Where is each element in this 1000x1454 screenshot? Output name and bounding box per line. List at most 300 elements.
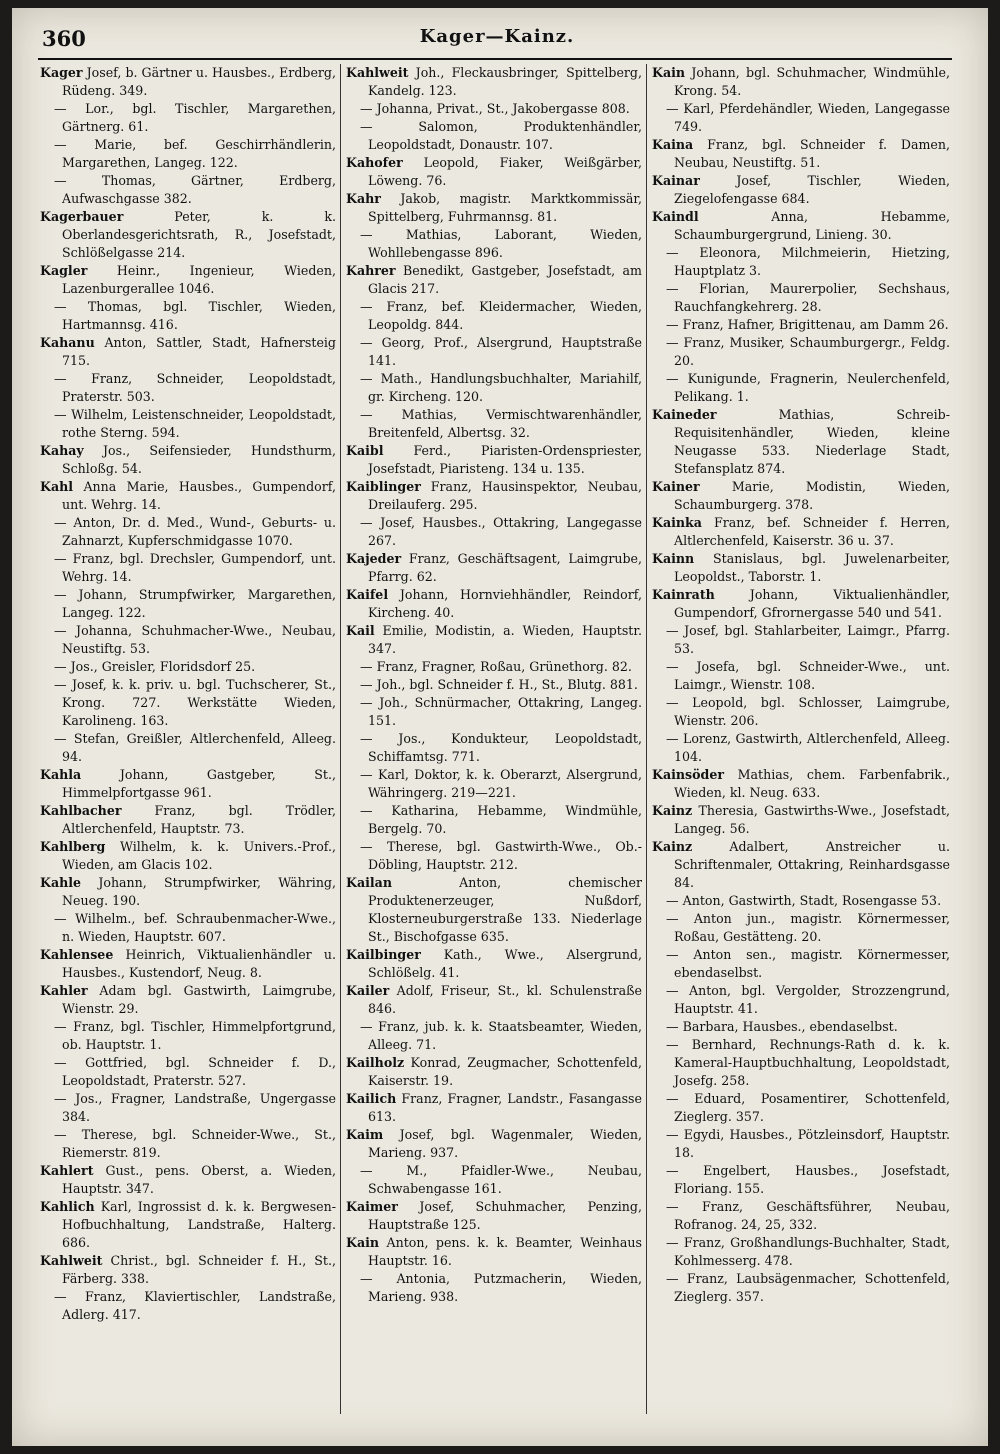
entry-details: Wilhelm, Leistenschneider, Leopoldstadt, rothe Sterng. 594.: [62, 407, 336, 440]
entry-details: Josef, bgl. Wagenmaler, Wieden, Marieng. 937.: [368, 1127, 642, 1160]
ditto-dash: —: [54, 173, 67, 188]
entry-surname: Kailer: [346, 983, 390, 998]
entry-details: Johann, bgl. Schuhmacher, Windmühle, Krong. 54.: [674, 65, 950, 98]
directory-entry: [346, 874, 642, 946]
entry-details: Franz, Fragner, Roßau, Grünethorg. 82.: [376, 659, 632, 674]
entry-details: Barbara, Hausbes., ebendaselbst.: [682, 1019, 898, 1034]
entry-surname: Kainn: [652, 551, 695, 566]
directory-entry: [346, 298, 642, 334]
directory-entry: [346, 514, 642, 550]
directory-entry: [40, 676, 336, 730]
entry-surname: Kagler: [40, 263, 88, 278]
entry-surname: Kaifel: [346, 587, 389, 602]
ditto-dash: —: [666, 335, 679, 350]
entry-details: Jos., Seifensieder, Hundsthurm, Schloßg. 54.: [62, 443, 336, 476]
directory-entry: [346, 1018, 642, 1054]
entry-details: Franz, Fragner, Landstr., Fasangasse 613.: [368, 1091, 642, 1124]
entry-surname: Kahlweit: [346, 65, 409, 80]
directory-entry: [346, 1270, 642, 1306]
entry-surname: Kahanu: [40, 335, 95, 350]
directory-entry: [652, 406, 950, 478]
directory-entry: [346, 118, 642, 154]
entry-details: Therese, bgl. Gastwirth-Wwe., Ob.-Döbling, Hauptstr. 212.: [368, 839, 642, 872]
directory-entry: [652, 694, 950, 730]
entry-surname: Kahlich: [40, 1199, 95, 1214]
directory-entry: [652, 280, 950, 316]
ditto-dash: —: [666, 731, 679, 746]
directory-entry: [346, 1162, 642, 1198]
directory-entry: [346, 766, 642, 802]
ditto-dash: —: [360, 803, 373, 818]
entry-details: Franz, Hafner, Brigittenau, am Damm 26.: [682, 317, 949, 332]
ditto-dash: —: [54, 1289, 67, 1304]
entry-details: Lor., bgl. Tischler, Margarethen, Gärtnerg. 61.: [62, 101, 336, 134]
directory-entry: [346, 730, 642, 766]
entry-details: Josefa, bgl. Schneider-Wwe., unt. Laimgr., Wienstr. 108.: [674, 659, 950, 692]
directory-entry: [652, 172, 950, 208]
entry-details: Karl, Doktor, k. k. Oberarzt, Alsergrund, Währingerg. 219—221.: [368, 767, 642, 800]
directory-entry: [40, 172, 336, 208]
directory-entry: [40, 1288, 336, 1324]
entry-details: Franz, Laubsägenmacher, Schottenfeld, Zieglerg. 357.: [674, 1271, 950, 1304]
entry-surname: Kahler: [40, 983, 88, 998]
entry-surname: Kahr: [346, 191, 381, 206]
entry-details: Franz, Klaviertischler, Landstraße, Adlerg. 417.: [62, 1289, 336, 1322]
directory-entry: [40, 262, 336, 298]
directory-entry: [346, 262, 642, 298]
ditto-dash: —: [54, 515, 67, 530]
entry-details: Gust., pens. Oberst, a. Wieden, Hauptstr. 347.: [62, 1163, 336, 1196]
entry-surname: Kainar: [652, 173, 700, 188]
entry-details: Egydi, Hausbes., Pötzleinsdorf, Hauptstr. 18.: [674, 1127, 950, 1160]
ditto-dash: —: [666, 659, 679, 674]
directory-entry: [40, 1054, 336, 1090]
directory-entry: [346, 334, 642, 370]
entry-details: Johanna, Schuhmacher-Wwe., Neubau, Neustiftg. 53.: [62, 623, 336, 656]
entry-details: Franz, bef. Kleidermacher, Wieden, Leopoldg. 844.: [368, 299, 642, 332]
ditto-dash: —: [666, 893, 679, 908]
directory-entry: [40, 1198, 336, 1252]
ditto-dash: —: [54, 677, 67, 692]
entry-details: Johann, Hornviehhändler, Reindorf, Kircheng. 40.: [368, 587, 642, 620]
entry-surname: Kaina: [652, 137, 694, 152]
entry-surname: Kailholz: [346, 1055, 405, 1070]
entry-details: Karl, Pferdehändler, Wieden, Langegasse 749.: [674, 101, 950, 134]
directory-entry: [652, 64, 950, 100]
page-number: 360: [42, 26, 86, 51]
ditto-dash: —: [360, 677, 373, 692]
entry-details: Kunigunde, Fragnerin, Neulerchenfeld, Pelikang. 1.: [674, 371, 950, 404]
entry-details: Theresia, Gastwirths-Wwe., Josefstadt, Langeg. 56.: [674, 803, 950, 836]
directory-entry: [652, 946, 950, 982]
entry-details: Eduard, Posamentirer, Schottenfeld, Zieglerg. 357.: [674, 1091, 950, 1124]
entry-details: Anna, Hebamme, Schaumburgergrund, Linieng. 30.: [674, 209, 950, 242]
entry-surname: Kaimer: [346, 1199, 398, 1214]
directory-entry: [346, 370, 642, 406]
entry-surname: Kahlweit: [40, 1253, 103, 1268]
entry-surname: Kaineder: [652, 407, 717, 422]
directory-entry: [652, 1270, 950, 1306]
entry-details: Adam bgl. Gastwirth, Laimgrube, Wienstr. 29.: [62, 983, 336, 1016]
directory-entry: [40, 730, 336, 766]
ditto-dash: —: [360, 767, 373, 782]
ditto-dash: —: [54, 551, 67, 566]
ditto-dash: —: [666, 281, 679, 296]
entry-details: Wilhelm., bef. Schraubenmacher-Wwe., n. Wieden, Hauptstr. 607.: [62, 911, 336, 944]
entry-surname: Kaindl: [652, 209, 699, 224]
directory-entry: [652, 766, 950, 802]
directory-entry: [652, 910, 950, 946]
entry-details: Johann, Strumpfwirker, Margarethen, Langeg. 122.: [62, 587, 336, 620]
ditto-dash: —: [666, 1235, 679, 1250]
entry-surname: Kainz: [652, 839, 693, 854]
directory-entry: [652, 730, 950, 766]
directory-entry: [652, 334, 950, 370]
directory-entry: [652, 1234, 950, 1270]
entry-surname: Kahla: [40, 767, 82, 782]
running-head: Kager—Kainz.: [419, 26, 575, 47]
entry-surname: Kainer: [652, 479, 700, 494]
directory-entry: [652, 892, 950, 910]
entry-details: Bernhard, Rechnungs-Rath d. k. k. Kameral-Hauptbuchhaltung, Leopoldstadt, Josefg. 258.: [674, 1037, 950, 1088]
entry-surname: Kahay: [40, 443, 84, 458]
ditto-dash: —: [360, 335, 373, 350]
entry-details: Christ., bgl. Schneider f. H., St., Färberg. 338.: [62, 1253, 336, 1286]
ditto-dash: —: [666, 245, 679, 260]
entry-surname: Kailbinger: [346, 947, 421, 962]
entry-details: Peter, k. k. Oberlandesgerichtsrath, R., Josefstadt, Schlößelgasse 214.: [62, 209, 336, 260]
directory-entry: [40, 514, 336, 550]
entry-details: Salomon, Produktenhändler, Leopoldstadt, Donaustr. 107.: [368, 119, 642, 152]
ditto-dash: —: [360, 1019, 373, 1034]
directory-entry: [40, 64, 336, 100]
directory-entry: [346, 406, 642, 442]
entry-details: Franz, bgl. Drechsler, Gumpendorf, unt. Wehrg. 14.: [62, 551, 336, 584]
directory-entry: [346, 946, 642, 982]
entry-details: Katharina, Hebamme, Windmühle, Bergelg. 70.: [368, 803, 642, 836]
entry-surname: Kahle: [40, 875, 82, 890]
entry-details: Engelbert, Hausbes., Josefstadt, Floriang. 155.: [674, 1163, 950, 1196]
directory-entry: [652, 316, 950, 334]
entry-details: Florian, Maurerpolier, Sechshaus, Rauchfangkehrerg. 28.: [674, 281, 950, 314]
directory-entry: [346, 1126, 642, 1162]
directory-entry: [652, 658, 950, 694]
entry-details: Anton, chemischer Produktenerzeuger, Nußdorf, Klosterneuburgerstraße 133. Niederlage St., Bischofgasse 635.: [368, 875, 642, 944]
entry-details: Anton, Gastwirth, Stadt, Rosengasse 53.: [682, 893, 942, 908]
directory-entry: [40, 406, 336, 442]
entry-details: Gottfried, bgl. Schneider f. D., Leopoldstadt, Praterstr. 527.: [62, 1055, 336, 1088]
directory-entry: [652, 1018, 950, 1036]
directory-entry: [40, 442, 336, 478]
entry-details: Jos., Kondukteur, Leopoldstadt, Schiffamtsg. 771.: [368, 731, 642, 764]
directory-entry: [652, 1162, 950, 1198]
ditto-dash: —: [54, 1055, 67, 1070]
directory-entry: [652, 622, 950, 658]
entry-surname: Kahlbacher: [40, 803, 122, 818]
directory-entry: [40, 658, 336, 676]
entry-details: Johanna, Privat., St., Jakobergasse 808.: [376, 101, 630, 116]
entry-details: Franz, Musiker, Schaumburgergr., Feldg. 20.: [674, 335, 950, 368]
entry-details: Therese, bgl. Schneider-Wwe., St., Riemerstr. 819.: [62, 1127, 336, 1160]
entry-details: Leopold, Fiaker, Weißgärber, Löweng. 76.: [368, 155, 642, 188]
directory-entry: [652, 1126, 950, 1162]
directory-entry: [346, 154, 642, 190]
entry-details: Jakob, magistr. Marktkommissär, Spittelberg, Fuhrmannsg. 81.: [368, 191, 642, 224]
entry-details: Anton, Dr. d. Med., Wund-, Geburts- u. Zahnarzt, Kupferschmidgasse 1070.: [62, 515, 336, 548]
entry-surname: Kaiblinger: [346, 479, 421, 494]
entry-details: Josef, b. Gärtner u. Hausbes., Erdberg, Rüdeng. 349.: [62, 65, 336, 98]
column-divider: [340, 64, 341, 1414]
entry-surname: Kahlert: [40, 1163, 94, 1178]
entry-surname: Kainsöder: [652, 767, 724, 782]
directory-entry: [346, 442, 642, 478]
directory-entry: [652, 838, 950, 892]
ditto-dash: —: [54, 1127, 67, 1142]
ditto-dash: —: [360, 839, 373, 854]
ditto-dash: —: [666, 317, 679, 332]
directory-entry: [40, 766, 336, 802]
directory-entry: [346, 478, 642, 514]
entry-details: Math., Handlungsbuchhalter, Mariahilf, gr. Kircheng. 120.: [368, 371, 642, 404]
entry-details: Ferd., Piaristen-Ordenspriester, Josefstadt, Piaristeng. 134 u. 135.: [368, 443, 642, 476]
page-header: [42, 26, 952, 56]
directory-entry: [652, 550, 950, 586]
entry-details: Joh., Schnürmacher, Ottakring, Langeg. 151.: [368, 695, 642, 728]
entry-details: Karl, Ingrossist d. k. k. Bergwesen-Hofbuchhaltung, Landstraße, Halterg. 686.: [62, 1199, 336, 1250]
directory-entry: [40, 1252, 336, 1288]
ditto-dash: —: [54, 371, 67, 386]
directory-entry: [346, 694, 642, 730]
entry-surname: Kager: [40, 65, 83, 80]
ditto-dash: —: [360, 299, 373, 314]
entry-details: Franz, Schneider, Leopoldstadt, Praterstr. 503.: [62, 371, 336, 404]
entry-surname: Kain: [652, 65, 686, 80]
entry-details: Josef, Tischler, Wieden, Ziegelofengasse 684.: [674, 173, 950, 206]
ditto-dash: —: [666, 947, 679, 962]
directory-entry: [346, 550, 642, 586]
entry-surname: Kaibl: [346, 443, 384, 458]
ditto-dash: —: [54, 731, 67, 746]
ditto-dash: —: [54, 137, 67, 152]
ditto-dash: —: [666, 1163, 679, 1178]
directory-entry: [40, 136, 336, 172]
entry-surname: Kailan: [346, 875, 392, 890]
directory-entry: [346, 586, 642, 622]
entry-details: Jos., Fragner, Landstraße, Ungergasse 384.: [62, 1091, 336, 1124]
entry-details: M., Pfaidler-Wwe., Neubau, Schwabengasse 161.: [368, 1163, 642, 1196]
entry-details: Franz, jub. k. k. Staatsbeamter, Wieden, Alleeg. 71.: [368, 1019, 642, 1052]
entry-surname: Kainka: [652, 515, 702, 530]
entry-details: Stanislaus, bgl. Juwelenarbeiter, Leopoldst., Taborstr. 1.: [674, 551, 950, 584]
ditto-dash: —: [666, 1037, 679, 1052]
entry-surname: Kail: [346, 623, 375, 638]
entry-details: Anton, Sattler, Stadt, Hafnersteig 715.: [62, 335, 336, 368]
directory-entry: [40, 622, 336, 658]
ditto-dash: —: [54, 1091, 67, 1106]
entry-details: Stefan, Greißler, Altlerchenfeld, Alleeg. 94.: [62, 731, 336, 764]
directory-entry: [346, 622, 642, 658]
directory-entry: [40, 982, 336, 1018]
entry-details: Franz, Geschäftsführer, Neubau, Rofranog. 24, 25, 332.: [674, 1199, 950, 1232]
ditto-dash: —: [360, 227, 373, 242]
directory-entry: [652, 208, 950, 244]
directory-entry: [40, 874, 336, 910]
entry-details: Anton sen., magistr. Körnermesser, ebendaselbst.: [674, 947, 950, 980]
entry-details: Joh., bgl. Schneider f. H., St., Blutg. 881.: [376, 677, 638, 692]
ditto-dash: —: [54, 1019, 67, 1034]
entry-surname: Kainz: [652, 803, 693, 818]
entry-details: Eleonora, Milchmeierin, Hietzing, Hauptplatz 3.: [674, 245, 950, 278]
ditto-dash: —: [54, 101, 67, 116]
ditto-dash: —: [54, 587, 67, 602]
entry-details: Antonia, Putzmacherin, Wieden, Marieng. 938.: [368, 1271, 642, 1304]
entry-surname: Kaim: [346, 1127, 384, 1142]
column-1: [40, 64, 336, 1434]
ditto-dash: —: [666, 1199, 679, 1214]
entry-details: Josef, Schuhmacher, Penzing, Hauptstraße 125.: [368, 1199, 642, 1232]
directory-entry: [40, 334, 336, 370]
directory-entry: [346, 982, 642, 1018]
entry-details: Wilhelm, k. k. Univers.-Prof., Wieden, am Glacis 102.: [62, 839, 336, 872]
ditto-dash: —: [360, 659, 373, 674]
ditto-dash: —: [54, 623, 67, 638]
directory-entry: [346, 1234, 642, 1270]
entry-details: Josef, k. k. priv. u. bgl. Tuchscherer, St., Krong. 727. Werkstätte Wieden, Karolineng. 163.: [62, 677, 336, 728]
ditto-dash: —: [666, 371, 679, 386]
directory-entry: [652, 514, 950, 550]
entry-details: Mathias, chem. Farbenfabrik., Wieden, kl. Neug. 633.: [674, 767, 950, 800]
entry-details: Marie, bef. Geschirrhändlerin, Margarethen, Langeg. 122.: [62, 137, 336, 170]
directory-entry: [40, 1162, 336, 1198]
entry-details: Benedikt, Gastgeber, Josefstadt, am Glacis 217.: [368, 263, 642, 296]
entry-details: Joh., Fleckausbringer, Spittelberg, Kandelg. 123.: [368, 65, 642, 98]
ditto-dash: —: [666, 1091, 679, 1106]
ditto-dash: —: [360, 731, 373, 746]
entry-surname: Kagerbauer: [40, 209, 124, 224]
ditto-dash: —: [54, 911, 67, 926]
directory-entry: [346, 100, 642, 118]
ditto-dash: —: [666, 695, 679, 710]
ditto-dash: —: [360, 515, 373, 530]
ditto-dash: —: [360, 407, 373, 422]
directory-entry: [346, 658, 642, 676]
entry-details: Josef, bgl. Stahlarbeiter, Laimgr., Pfarrg. 53.: [674, 623, 950, 656]
directory-entry: [652, 802, 950, 838]
entry-details: Anton, bgl. Vergolder, Strozzengrund, Hauptstr. 41.: [674, 983, 950, 1016]
entry-details: Anton, pens. k. k. Beamter, Weinhaus Hauptstr. 16.: [368, 1235, 642, 1268]
entry-surname: Kahlensee: [40, 947, 114, 962]
directory-entry: [652, 1198, 950, 1234]
entry-details: Franz, Geschäftsagent, Laimgrube, Pfarrg. 62.: [368, 551, 642, 584]
ditto-dash: —: [360, 101, 373, 116]
directory-entry: [346, 226, 642, 262]
entry-details: Thomas, Gärtner, Erdberg, Aufwaschgasse 382.: [62, 173, 336, 206]
directory-entry: [652, 370, 950, 406]
entry-details: Johann, Viktualienhändler, Gumpendorf, Gfrornergasse 540 und 541.: [674, 587, 950, 620]
entry-details: Leopold, bgl. Schlosser, Laimgrube, Wienstr. 206.: [674, 695, 950, 728]
directory-entry: [40, 1126, 336, 1162]
directory-entry: [346, 1090, 642, 1126]
directory-entry: [652, 1090, 950, 1126]
ditto-dash: —: [666, 101, 679, 116]
entry-details: Franz, bef. Schneider f. Herren, Altlerchenfeld, Kaiserstr. 36 u. 37.: [674, 515, 950, 548]
entry-details: Marie, Modistin, Wieden, Schaumburgerg. 378.: [674, 479, 950, 512]
entry-details: Mathias, Laborant, Wieden, Wohllebengasse 896.: [368, 227, 642, 260]
column-3: [652, 64, 950, 1434]
entry-details: Emilie, Modistin, a. Wieden, Hauptstr. 347.: [368, 623, 642, 656]
directory-entry: [652, 982, 950, 1018]
entry-details: Mathias, Vermischtwarenhändler, Breitenfeld, Albertsg. 32.: [368, 407, 642, 440]
directory-entry: [40, 100, 336, 136]
entry-details: Heinrich, Viktualienhändler u. Hausbes., Kustendorf, Neug. 8.: [62, 947, 336, 980]
entry-surname: Kajeder: [346, 551, 402, 566]
entry-details: Franz, bgl. Tischler, Himmelpfortgrund, ob. Hauptstr. 1.: [62, 1019, 336, 1052]
ditto-dash: —: [666, 1271, 679, 1286]
ditto-dash: —: [360, 1163, 373, 1178]
column-2: [346, 64, 642, 1434]
entry-details: Heinr., Ingenieur, Wieden, Lazenburgerallee 1046.: [62, 263, 336, 296]
entry-details: Franz, bgl. Trödler, Altlerchenfeld, Hauptstr. 73.: [62, 803, 336, 836]
entry-details: Adolf, Friseur, St., kl. Schulenstraße 846.: [368, 983, 642, 1016]
entry-details: Kath., Wwe., Alsergrund, Schlößelg. 41.: [368, 947, 642, 980]
directory-entry: [346, 802, 642, 838]
entry-surname: Kailich: [346, 1091, 397, 1106]
entry-details: Josef, Hausbes., Ottakring, Langegasse 267.: [368, 515, 642, 548]
column-divider: [646, 64, 647, 1414]
entry-details: Franz, bgl. Schneider f. Damen, Neubau, Neustiftg. 51.: [674, 137, 950, 170]
entry-surname: Kahlberg: [40, 839, 106, 854]
entry-surname: Kahofer: [346, 155, 403, 170]
entry-details: Anna Marie, Hausbes., Gumpendorf, unt. Wehrg. 14.: [62, 479, 336, 512]
entry-details: Georg, Prof., Alsergrund, Hauptstraße 141.: [368, 335, 642, 368]
directory-entry: [40, 946, 336, 982]
entry-details: Jos., Greisler, Floridsdorf 25.: [70, 659, 256, 674]
entry-details: Lorenz, Gastwirth, Altlerchenfeld, Alleeg. 104.: [674, 731, 950, 764]
directory-entry: [40, 550, 336, 586]
header-rule: [38, 58, 952, 60]
entry-surname: Kahrer: [346, 263, 396, 278]
directory-entry: [652, 1036, 950, 1090]
directory-entry: [40, 1018, 336, 1054]
directory-entry: [652, 478, 950, 514]
entry-details: Franz, Hausinspektor, Neubau, Dreilauferg. 295.: [368, 479, 642, 512]
directory-entry: [40, 838, 336, 874]
ditto-dash: —: [666, 911, 679, 926]
ditto-dash: —: [666, 1019, 679, 1034]
ditto-dash: —: [666, 623, 679, 638]
directory-entry: [40, 370, 336, 406]
directory-entry: [40, 1090, 336, 1126]
directory-entry: [346, 190, 642, 226]
entry-details: Anton jun., magistr. Körnermesser, Roßau, Gestätteng. 20.: [674, 911, 950, 944]
directory-entry: [40, 802, 336, 838]
entry-surname: Kainrath: [652, 587, 715, 602]
entry-details: Adalbert, Anstreicher u. Schriftenmaler, Ottakring, Reinhardsgasse 84.: [674, 839, 950, 890]
entry-details: Mathias, Schreib-Requisitenhändler, Wieden, kleine Neugasse 533. Niederlage Stadt, Stefansplatz 874.: [674, 407, 950, 476]
ditto-dash: —: [54, 407, 67, 422]
directory-entry: [346, 64, 642, 100]
directory-page: [12, 8, 988, 1446]
directory-entry: [40, 478, 336, 514]
entry-details: Johann, Gastgeber, St., Himmelpfortgasse 961.: [62, 767, 336, 800]
ditto-dash: —: [666, 983, 679, 998]
ditto-dash: —: [54, 659, 67, 674]
entry-surname: Kahl: [40, 479, 74, 494]
ditto-dash: —: [360, 1271, 373, 1286]
ditto-dash: —: [666, 1127, 679, 1142]
ditto-dash: —: [360, 695, 373, 710]
directory-entry: [40, 586, 336, 622]
